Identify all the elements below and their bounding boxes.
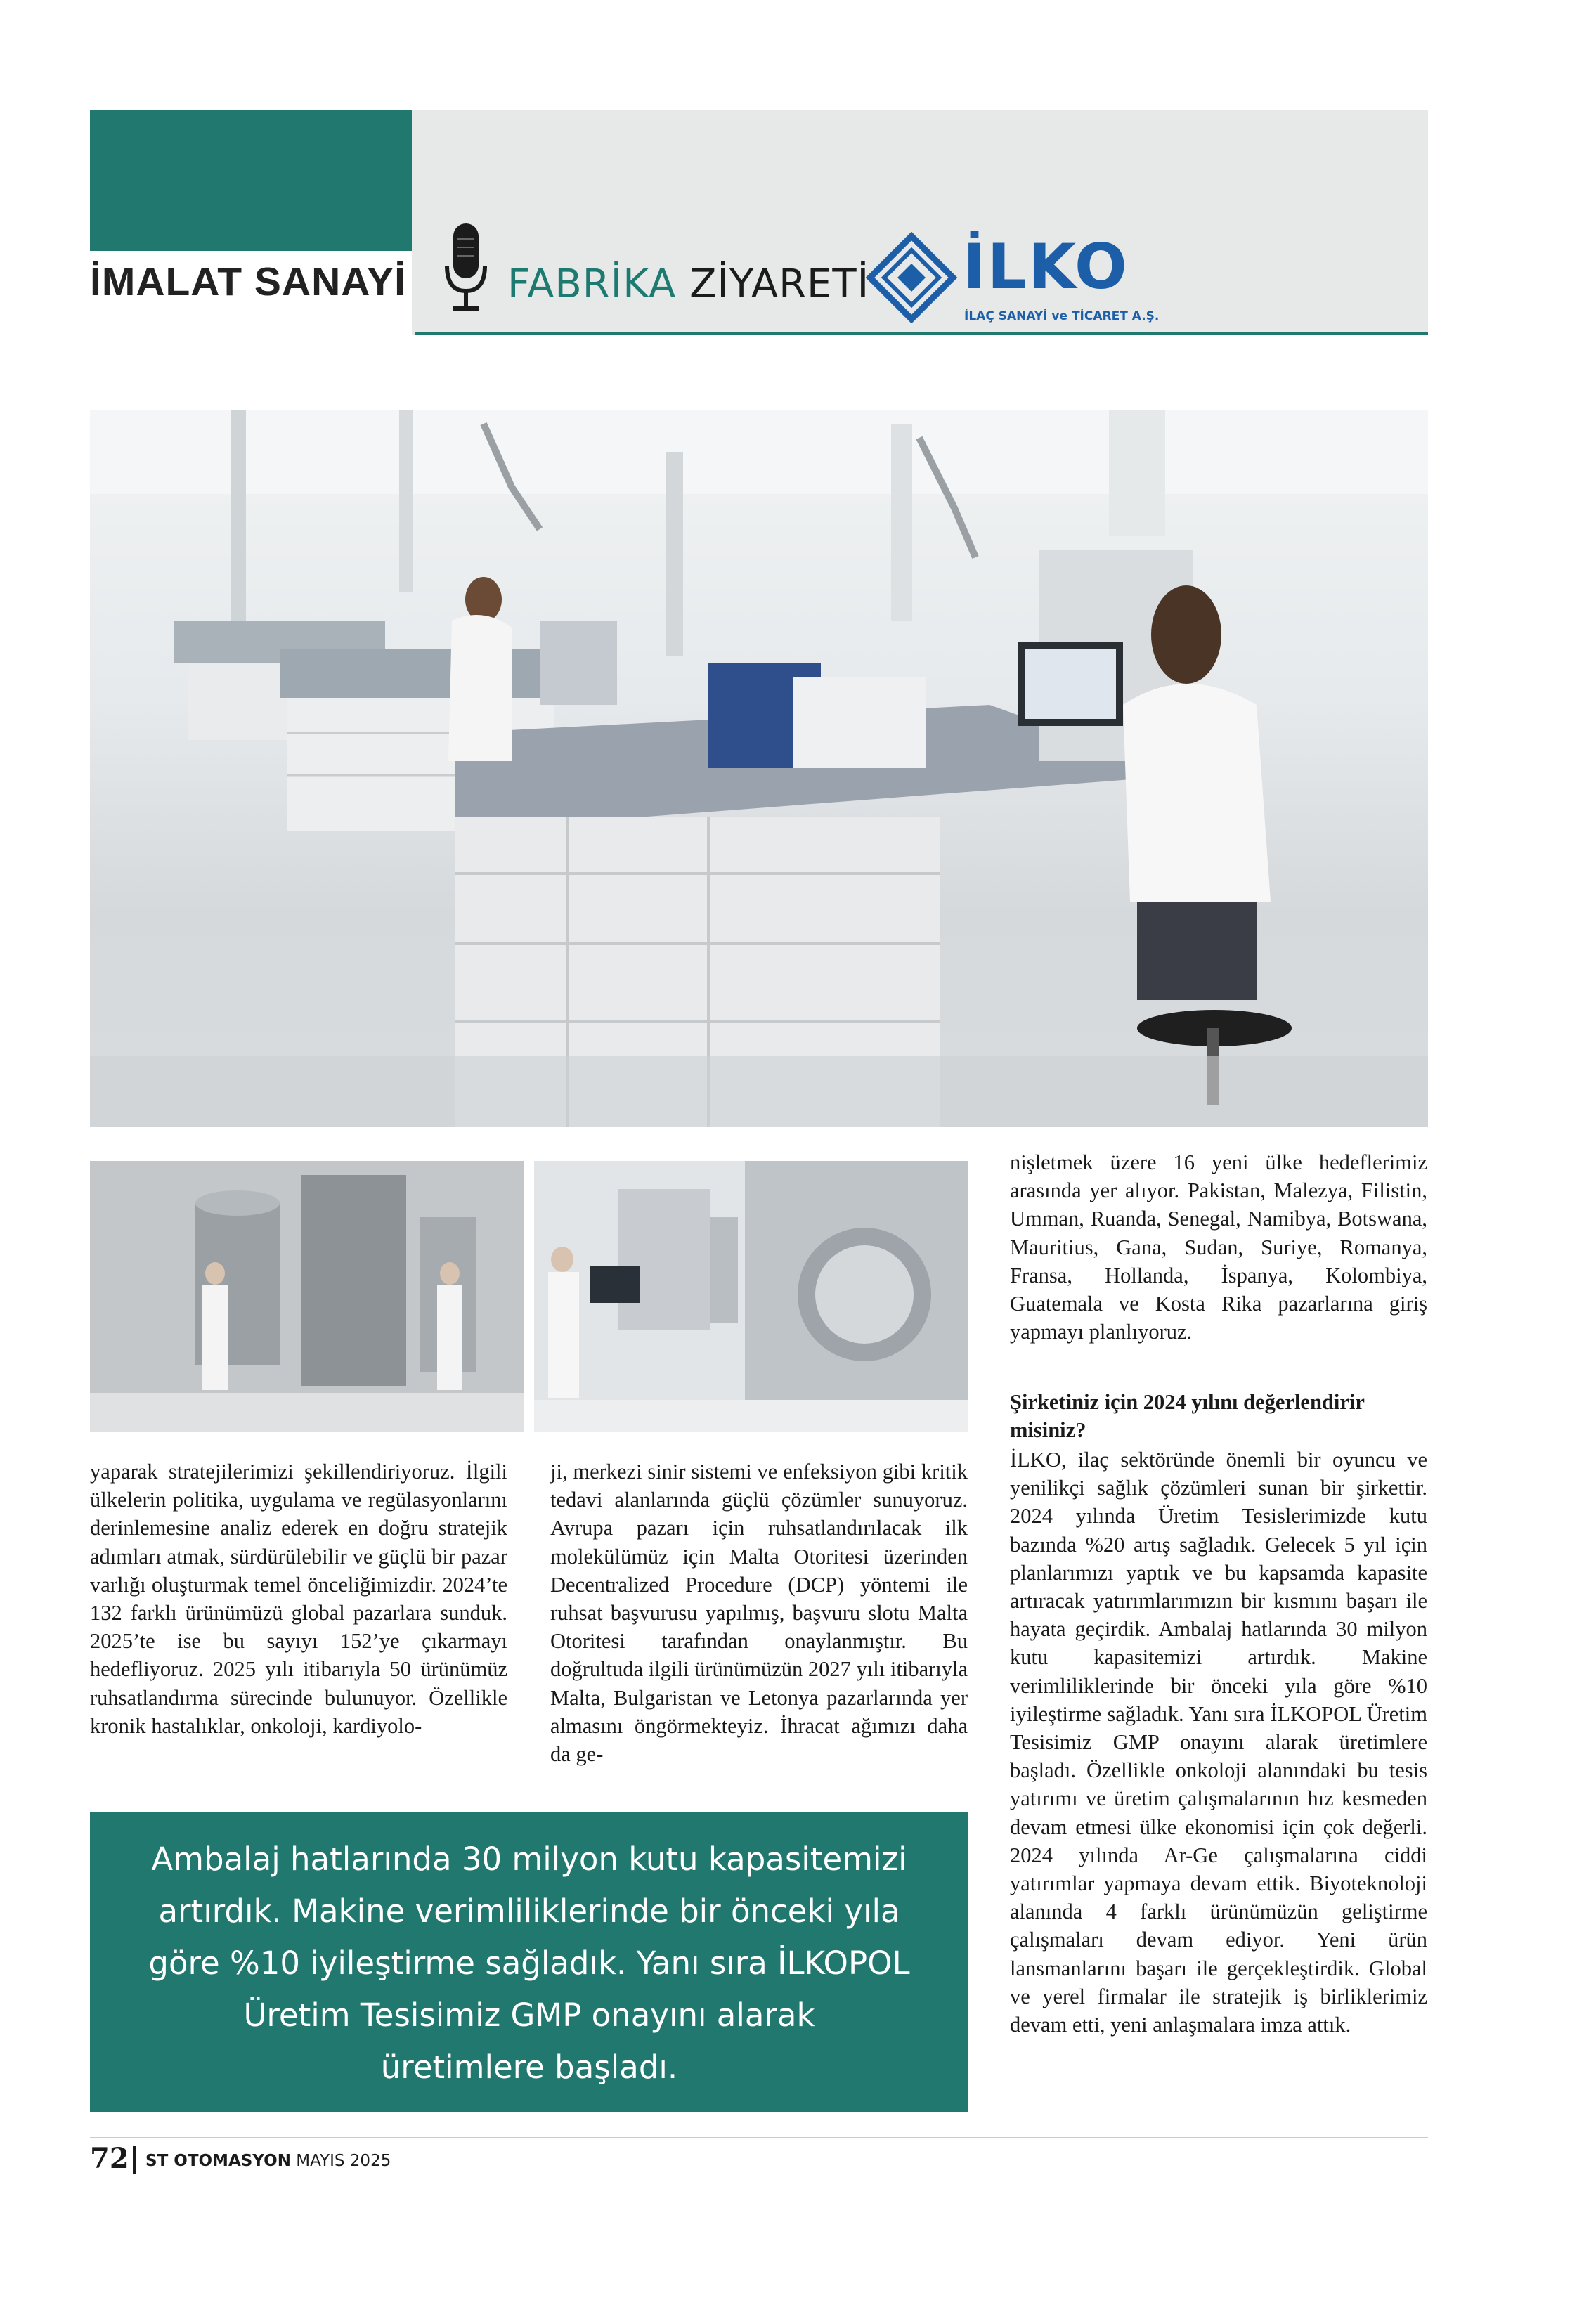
production-photo-left [90, 1161, 524, 1432]
article-column-3-top: nişletmek üzere 16 yeni ülke hedeflerimiz arasında yer alıyor. Pakistan, Malezya, Filistin, Umman, Ruanda, Senegal, Namibya, Botswana, Mauritius, Gana, Sudan, Suriye, Romanya, Fransa, Hollanda, İspanya, Kolombiya, Guatemala ve Kosta Rika pazarlarına giriş yapmayı planlıyoruz. [1010, 1150, 1427, 1344]
pull-quote-box [90, 1812, 968, 2112]
interview-answer: İLKO, ilaç sektöründe önemli bir oyuncu ve yenilikçi sağlık çözümleri sunan bir şirkettir. 2024 yılında Üretim Tesislerimizde kutu bazında %20 artış sağladık. Gelecek 5 yıl için planlarımızı yaptık ve bu kapsamda kapasite artıracak yatırımlarımızın bir kısmını başarı ile hayata geçirdik. Ambalaj hatlarında 30 milyon kutu kapasitemizi artırdık. Makine verimliliklerinde bir önceki yıla göre %10 iyileştirme sağladık. Yanı sıra İLKOPOL Üretim Tesisimiz GMP onayını alarak üretimlere başladı. Özellikle onkoloji alanındaki bu tesis yatırımı ve üretim çalışmalarının hız kesmeden devam etmesi ülke ekonomisi için çok değerli. 2024 yılında Ar-Ge çalışmalarına ciddi yatırımlar yapmaya devam ettik. Biyoteknoloji alanında 4 farklı ürünümüzün geliştirme çalışmaları devam ediyor. Yeni ürün lansmanlarını başarı ile gerçekleştirdik. Global ve yerel firmalar ile stratejik iş birliklerimiz devam etti, yeni anlaşmalara imza attık. [1010, 1448, 1427, 2037]
footer-divider [133, 2146, 136, 2174]
logo-subtitle: İLAÇ SANAYİ ve TİCARET A.Ş. [964, 309, 1160, 323]
interview-question: Şirketiniz için 2024 yılını değerlendirir misiniz? [1010, 1390, 1365, 1443]
page-number: 72 [90, 2142, 129, 2175]
feature-title-word2: ZİYARETİ [689, 261, 870, 307]
publication-name: ST OTOMASYON [145, 2152, 291, 2170]
laboratory-photo [90, 410, 1428, 1127]
header-rule [415, 332, 1428, 335]
article-column-1: yaparak stratejilerimizi şekillendiriyoruz. İlgili ülkelerin politika, uygulama ve regülasyonlarını derinlemesine analiz ederek en doğru stratejik adımları atmak, sürdürülebilir ve güçlü bir pazar varlığı oluşturmak temel önceliğimizdir. 2024’te 132 farklı ürünümüzü global pazarlara sunduk. 2025’te ise bu sayıyı 152’ye çıkarmayı hedefliyoruz. 2025 yılı itibarıyla 50 ürünümüz ruhsatlandırma sürecinde bulunuyor. Özellikle kronik hastalıklar, onkoloji, kardiyolo- [90, 1460, 507, 1738]
section-title: İMALAT SANAYİ [90, 259, 407, 304]
feature-title [507, 261, 869, 307]
ilko-logo-icon [866, 232, 957, 323]
feature-title-word1: FABRİKA [507, 261, 677, 307]
footer-rule [90, 2137, 1428, 2138]
microphone-icon [444, 223, 488, 315]
production-photo-right [534, 1161, 968, 1432]
publication-issue: MAYIS 2025 [296, 2152, 391, 2170]
footer-publication [145, 2152, 391, 2170]
logo-wordmark: İLKO [963, 231, 1129, 303]
pull-quote-text: Ambalaj hatlarında 30 milyon kutu kapasitemizi artırdık. Makine verimliliklerinde bir önceki yıla göre %10 iyileştirme sağladık. Yanı sıra İLKOPOL Üretim Tesisimiz GMP onayını alarak üretimlere başladı. [148, 1841, 910, 2086]
article-column-2: ji, merkezi sinir sistemi ve enfeksiyon gibi kritik tedavi alanlarında güçlü çözümler sunuyoruz. Avrupa pazarı için ruhsatlandırılacak ilk molekülümüz için Malta Otoritesi üzerinden Decentralized Procedure (DCP) yöntemi ile ruhsat başvurusu yapılmış, başvuru slotu Malta Otoritesi tarafından onaylanmıştır. Bu doğrultuda ilgili ürünümüzün 2027 yılı itibarıyla Malta, Bulgaristan ve Letonya pazarlarında yer almasını öngörmekteyiz. İhracat ağımızı daha da ge- [550, 1460, 968, 1767]
